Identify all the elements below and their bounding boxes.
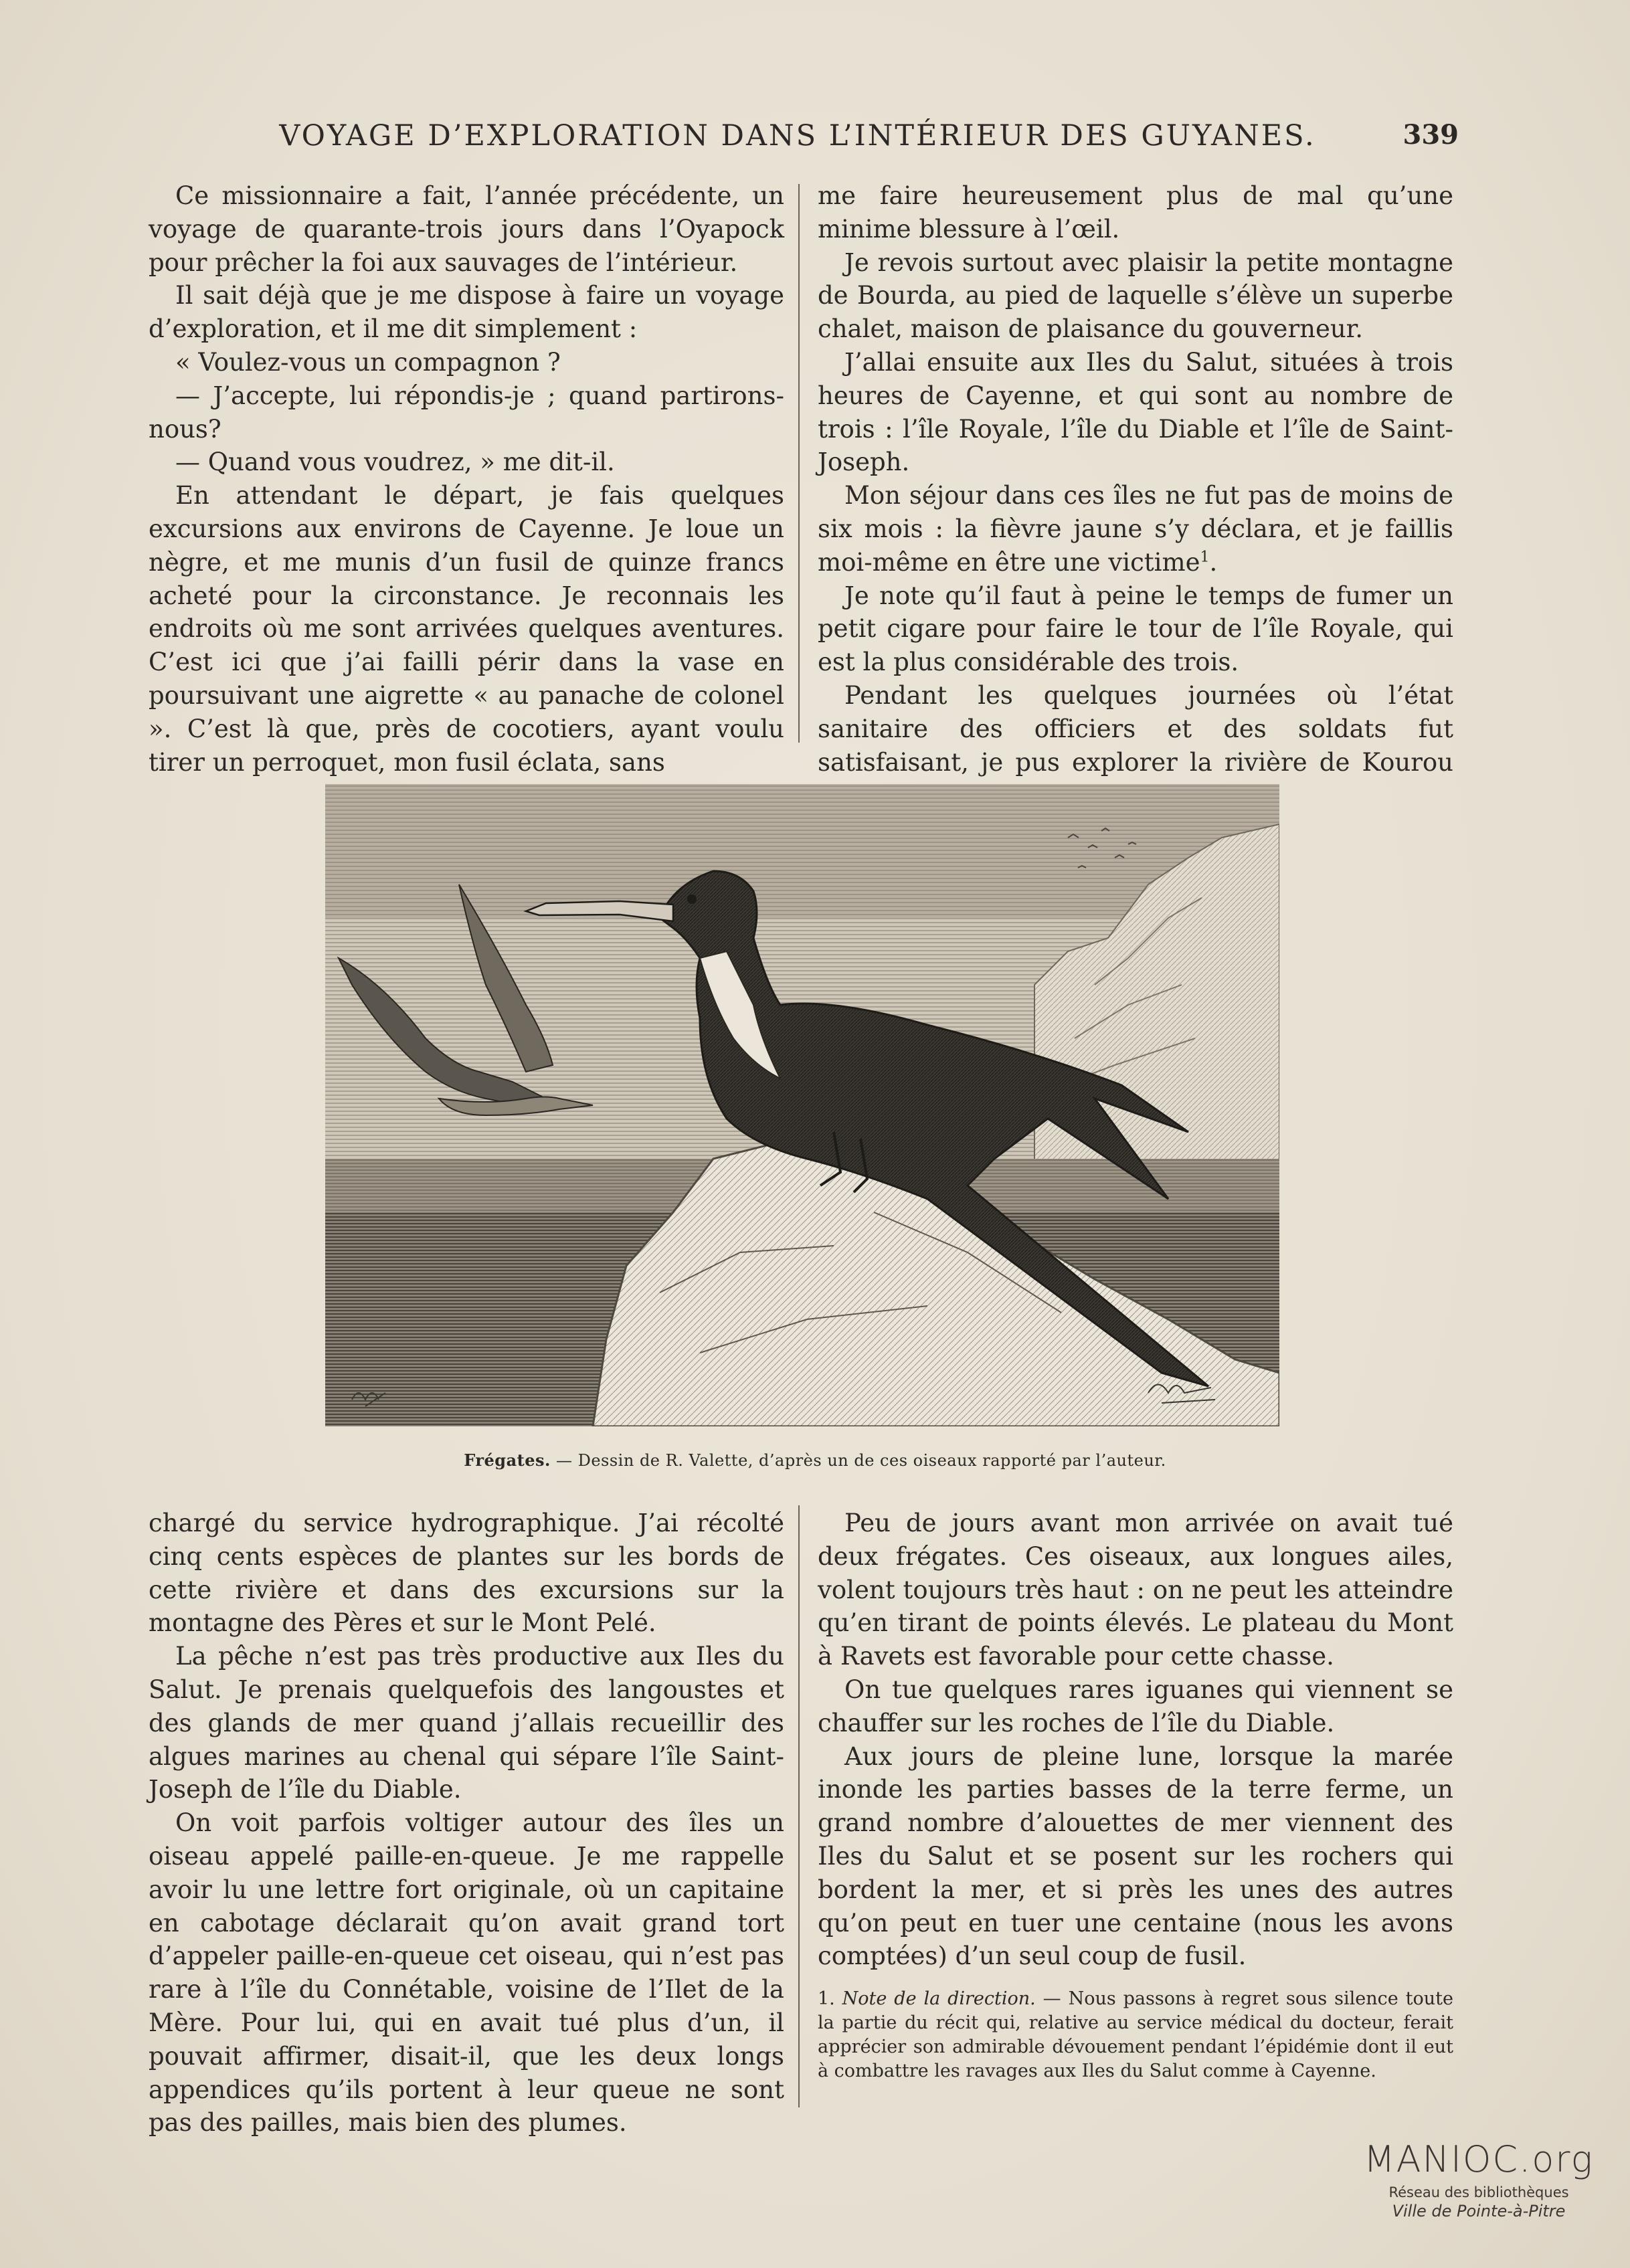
footnote-number: 1.	[818, 1988, 842, 2009]
bottom-right-column	[818, 1507, 1453, 1973]
page-number: 339	[1402, 119, 1459, 151]
column-divider	[798, 1505, 800, 2107]
paragraph: On voit parfois voltiger autour des îles un oiseau appelé paille-en-queue. Je me rappelle avoir lu une lettre fort originale, où un capitaine en cabotage déclarait qu’on avait grand tort d’appeler paille-en-queue cet oiseau, qui n’est pas rare à l’île du Connétable, voisine de l’Ilet de la Mère. Pour lui, qui en avait tué plus d’un, il pouvait affirmer, disait-il, que les deux longs appendices qu’ils portent à leur queue ne sont pas des pailles, mais bien des plumes.	[149, 1808, 784, 2138]
manioc-watermark	[1358, 2138, 1599, 2220]
column-divider	[798, 184, 800, 743]
paragraph: Il sait déjà que je me dispose à faire un voyage d’exploration, et il me dit simplement :	[149, 281, 784, 344]
bottom-left-column	[149, 1507, 784, 2140]
manioc-network: Réseau des bibliothèques	[1388, 2184, 1569, 2200]
paragraph: La pêche n’est pas très productive aux Iles du Salut. Je prenais quelquefois des langoustes et des glands de mer quand j’allais recueillir des algues marines au chenal qui sépare l’île Saint-Joseph de l’île du Diable.	[149, 1642, 784, 1804]
paragraph: me faire heureusement plus de mal qu’une minime blessure à l’œil.	[818, 181, 1453, 244]
paragraph: chargé du service hydrographique. J’ai récolté cinq cents espèces de plantes sur les bords de cette rivière et dans des excursions sur la montagne des Pères et sur le Mont Pelé.	[149, 1509, 784, 1638]
footnote-lead: Note de la direction.	[842, 1988, 1036, 2009]
footnote-ref: 1	[1200, 549, 1210, 566]
engraving-illustration	[325, 784, 1279, 1426]
paragraph: J’allai ensuite aux Iles du Salut, situées à trois heures de Cayenne, et qui sont au nombre de trois : l’île Royale, l’île du Diable et l’île de Saint-Joseph.	[818, 347, 1453, 477]
figure-caption	[201, 1450, 1429, 1470]
running-title: VOYAGE D’EXPLORATION DANS L’INTÉRIEUR DES GUYANES.	[279, 119, 1316, 153]
dialogue-line: — Quand vous voudrez, » me dit-il.	[175, 448, 615, 477]
caption-text: — Dessin de R. Valette, d’après un de ces oiseaux rapporté par l’auteur.	[550, 1451, 1166, 1470]
paragraph: Je note qu’il faut à peine le temps de fumer un petit cigare pour faire le tour de l’île Royale, qui est la plus considérable des trois.	[818, 581, 1453, 677]
paragraph-end: .	[1209, 547, 1218, 577]
dialogue-line: — J’accepte, lui répondis-je ; quand partirons-nous?	[149, 381, 784, 444]
footnote	[818, 1987, 1453, 2083]
paragraph: Peu de jours avant mon arrivée on avait tué deux frégates. Ces oiseaux, aux longues ailes, volent toujours très haut : on ne peut les atteindre qu’en tirant de points élevés. Le plateau du Mont à Ravets est favorable pour cette chasse.	[818, 1509, 1453, 1671]
paragraph-text: Mon séjour dans ces îles ne fut pas de moins de six mois : la fièvre jaune s’y déclara, et je faillis moi-même en être une victime	[818, 481, 1453, 577]
dialogue-line: « Voulez-vous un compagnon ?	[175, 347, 561, 377]
paragraph: En attendant le départ, je fais quelques excursions aux environs de Cayenne. Je loue un nègre, et me munis d’un fusil de quinze francs acheté pour la circonstance. Je reconnais les endroits où me sont arrivées quelques aventures. C’est ici que j’ai failli périr dans la vase en poursuivant une aigrette « au panache de colonel ». C’est là que, près de cocotiers, ayant voulu tirer un perroquet, mon fusil éclata, sans	[149, 481, 784, 777]
top-right-column	[818, 179, 1453, 812]
paragraph: Aux jours de pleine lune, lorsque la marée inonde les parties basses de la terre ferme, un grand nombre d’alouettes de mer viennent des Iles du Salut et se posent sur les rochers qui bordent la mer, et si près les unes des autres qu’on peut en tuer une centaine (nous les avons comptées) d’un seul coup de fusil.	[818, 1741, 1453, 1971]
paragraph-text: Pendant les quelques journées où l’état sanitaire des officiers et des soldats fut satisfaisant, je pus explorer la rivière de Kourou	[818, 680, 1453, 777]
top-left-column	[149, 179, 784, 779]
paragraph: On tue quelques rares iguanes qui viennent se chauffer sur les roches de l’île du Diable.	[818, 1675, 1453, 1737]
caption-title: Frégates.	[464, 1450, 551, 1470]
frigatebird-engraving	[325, 784, 1279, 1426]
paragraph: Ce missionnaire a fait, l’année précédente, un voyage de quarante-trois jours dans l’Oyapock pour prêcher la foi aux sauvages de l’intérieur.	[149, 181, 784, 277]
manioc-library: Ville de Pointe-à-Pitre	[1392, 2202, 1566, 2220]
footnote-text: — Nous passons à regret sous silence toute la partie du récit qui, relative au service médical du docteur, ferait apprécier son admirable dévouement pendant l’épidémie dont il eut à combattre les ravages aux Iles du Salut comme à Cayenne.	[818, 1988, 1454, 2081]
paragraph	[818, 479, 1453, 579]
paragraph: Je revois surtout avec plaisir la petite montagne de Bourda, au pied de laquelle s’élève un superbe chalet, maison de plaisance du gouverneur.	[818, 248, 1453, 344]
manioc-logo: MANIOC.org	[1364, 2138, 1594, 2180]
